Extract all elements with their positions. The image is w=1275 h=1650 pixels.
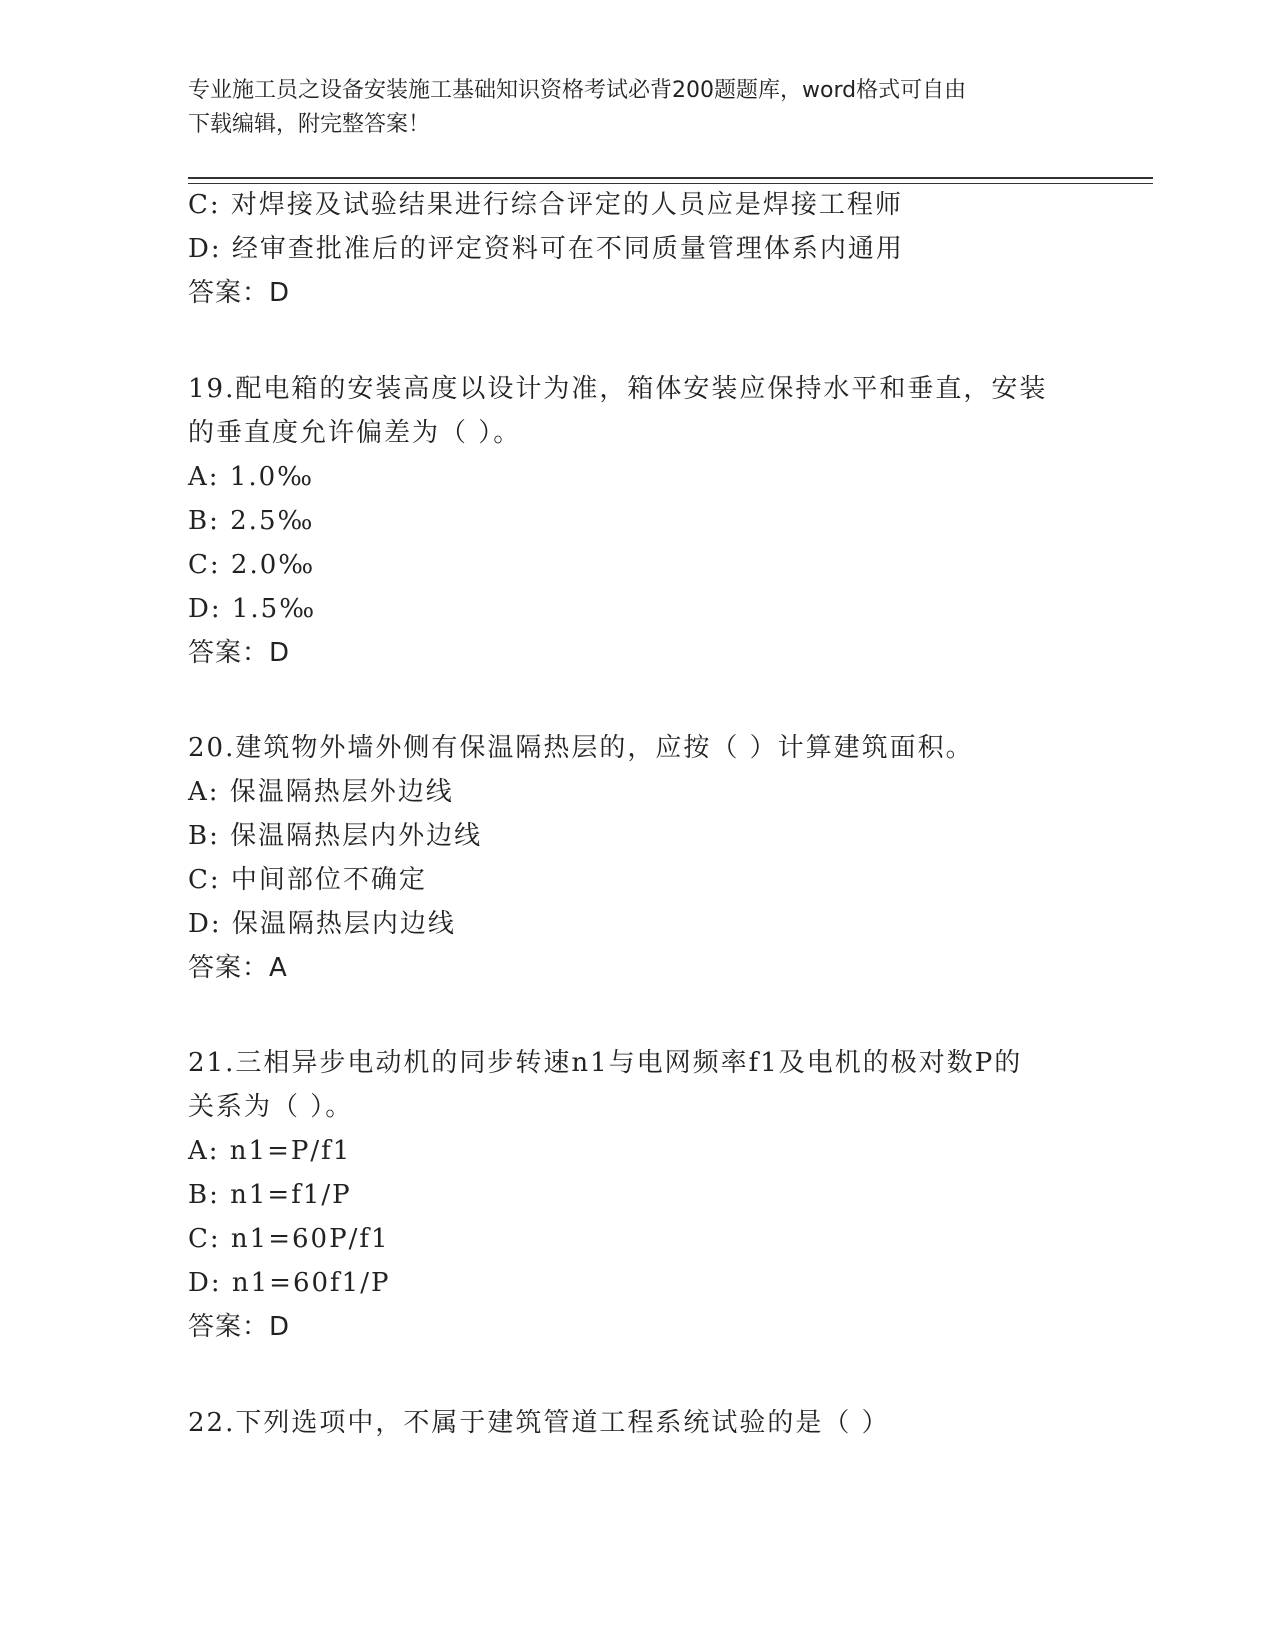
header-title-line1: 专业施工员之设备安装施工基础知识资格考试必背200题题库，word格式可自由 (188, 78, 967, 103)
q18-option-d: D: 经审查批准后的评定资料可在不同质量管理体系内通用 (188, 234, 904, 264)
page-header (188, 74, 1088, 142)
q19-option-b: B: 2.5‰ (188, 506, 315, 536)
q21-stem-line2: 关系为（ ）。 (188, 1092, 354, 1122)
q20-option-a: A: 保温隔热层外边线 (188, 777, 454, 807)
q18-option-c: C: 对焊接及试验结果进行综合评定的人员应是焊接工程师 (188, 190, 903, 220)
q21-option-c: C: n1=60P/f1 (188, 1224, 390, 1254)
header-title-line2: 下载编辑，附完整答案！ (188, 112, 431, 137)
q19-stem-line1: 19.配电箱的安装高度以设计为准，箱体安装应保持水平和垂直，安装 (188, 374, 1048, 404)
q20-answer: 答案：A (188, 953, 288, 983)
q20-option-d: D: 保温隔热层内边线 (188, 909, 456, 939)
q19-option-d: D: 1.5‰ (188, 594, 317, 624)
q19-stem-line2: 的垂直度允许偏差为（ ）。 (188, 418, 522, 448)
q19-answer: 答案：D (188, 638, 291, 668)
q21-option-a: A: n1=P/f1 (188, 1136, 352, 1166)
q20-option-b: B: 保温隔热层内外边线 (188, 821, 483, 851)
q19-option-c: C: 2.0‰ (188, 550, 316, 580)
q20-option-c: C: 中间部位不确定 (188, 865, 427, 895)
q21-answer: 答案：D (188, 1312, 291, 1342)
q19-option-a: A: 1.0‰ (188, 462, 315, 492)
q21-option-b: B: n1=f1/P (188, 1180, 352, 1210)
q20-stem: 20.建筑物外墙外侧有保温隔热层的，应按（ ）计算建筑面积。 (188, 733, 974, 763)
q21-option-d: D: n1=60f1/P (188, 1268, 391, 1298)
header-divider (188, 177, 1153, 179)
q21-stem-line1: 21.三相异步电动机的同步转速n1与电网频率f1及电机的极对数P的 (188, 1048, 1023, 1078)
q22-stem: 22.下列选项中，不属于建筑管道工程系统试验的是（ ） (188, 1408, 890, 1438)
q18-answer: 答案：D (188, 278, 291, 308)
header-divider-thin (188, 183, 1153, 184)
